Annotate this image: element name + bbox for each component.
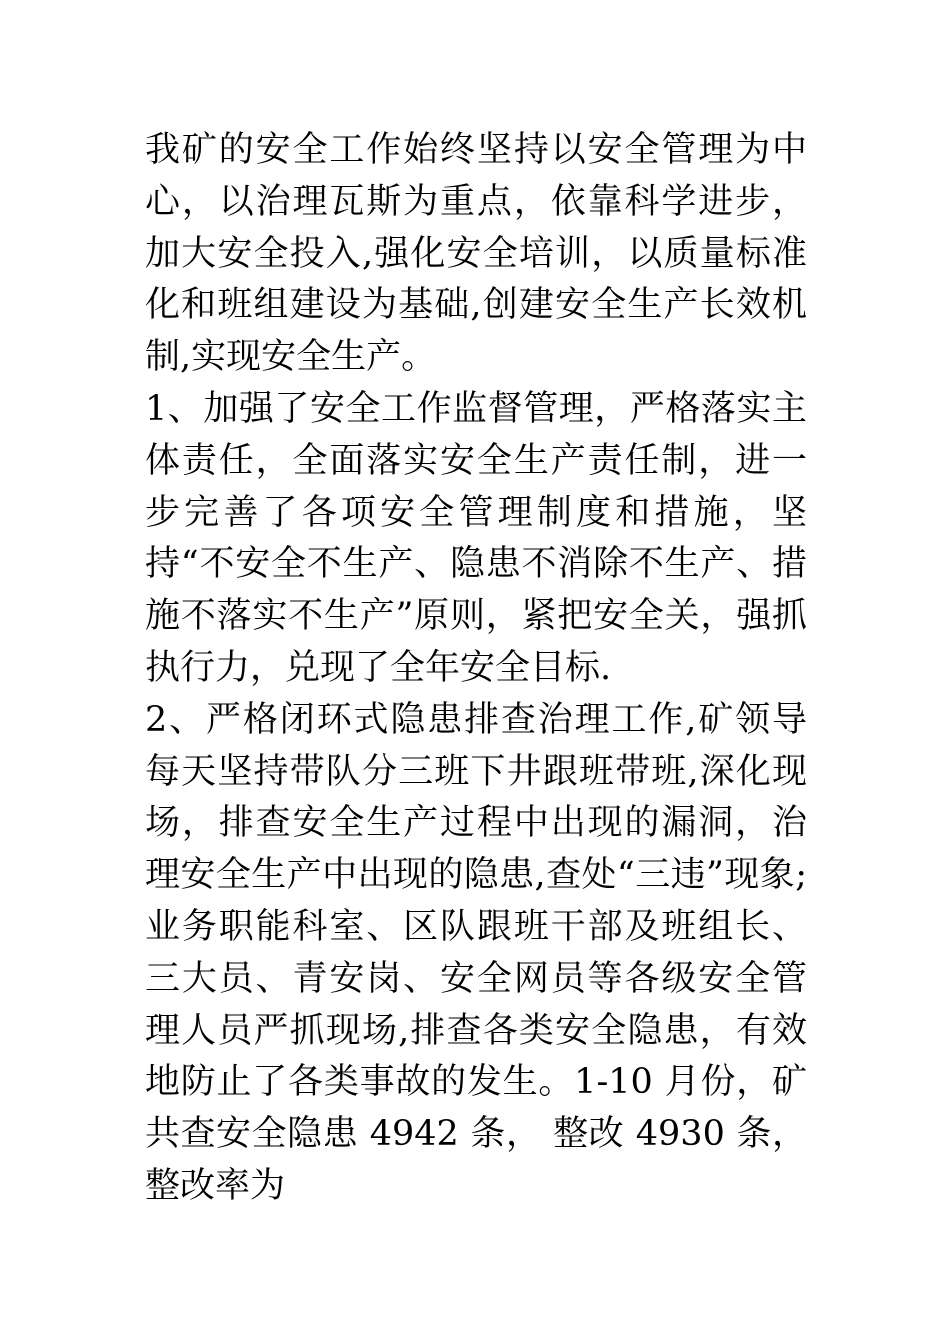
paragraph-intro: 我矿的安全工作始终坚持以安全管理为中心，以治理瓦斯为重点，依靠科学进步，加大安全投入,强化安全培训，以质量标准化和班组建设为基础,创建安全生产长效机制,实现安全生产。: [145, 130, 807, 378]
paragraph-item-2: 2、严格闭环式隐患排查治理工作,矿领导每天坚持带队分三班下井跟班带班,深化现场，排查安全生产过程中出现的漏洞，治理安全生产中出现的隐患,查处“三违”现象;业务职能科室、区队跟班干部及班组长、三大员、青安岗、安全网员等各级安全管理人员严抓现场,排查各类安全隐患，有效地防止了各类事故的发生。1-10 月份，矿共查安全隐患 4942 条， 整改 4930 条， 整改率为: [145, 699, 807, 1206]
document-body: [145, 125, 807, 1213]
paragraph-item-1: 1、加强了安全工作监督管理，严格落实主体责任，全面落实安全生产责任制，进一步完善了各项安全管理制度和措施，坚持“不安全不生产、隐患不消除不生产、措施不落实不生产”原则，紧把安全关，强抓执行力，兑现了全年安全目标.: [145, 388, 807, 688]
